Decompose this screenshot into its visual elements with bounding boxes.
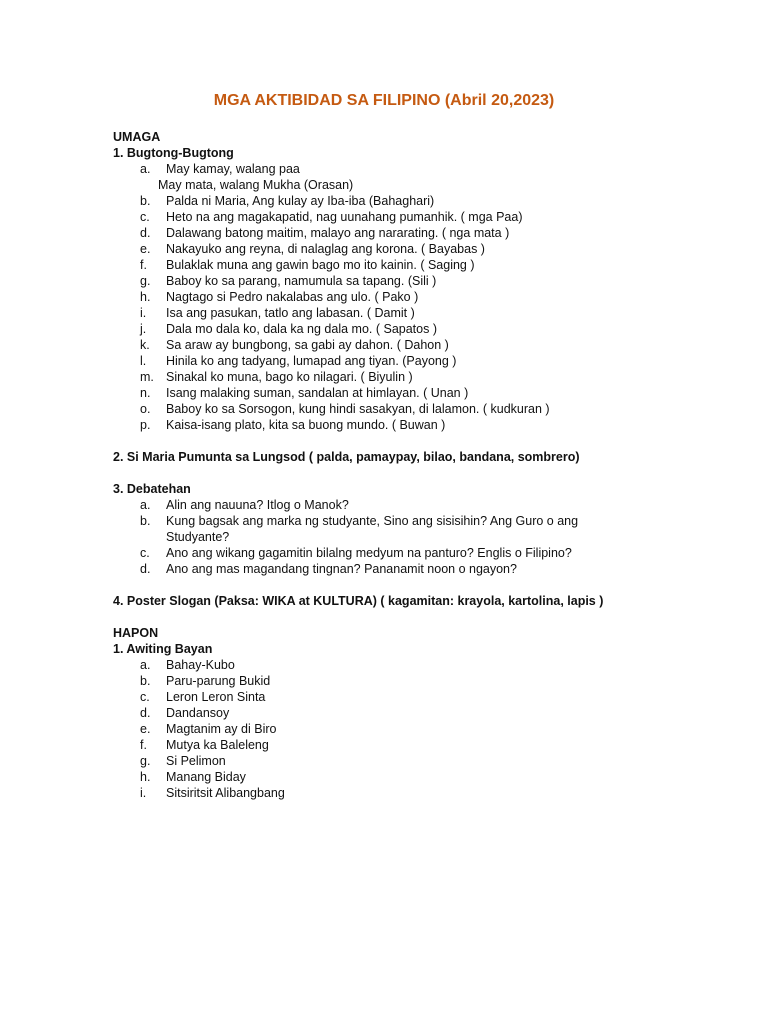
list-item xyxy=(113,241,733,257)
list-item xyxy=(113,289,733,305)
list-marker: h. xyxy=(140,770,151,784)
list-marker: g. xyxy=(140,274,151,288)
list-item xyxy=(113,785,733,801)
section-title-si-maria: 2. Si Maria Pumunta sa Lungsod ( palda, pamaypay, bilao, bandana, sombrero) xyxy=(113,450,580,464)
list-item xyxy=(113,193,733,209)
list-item-continuation: May mata, walang Mukha (Orasan) xyxy=(158,178,354,192)
list-item-text: Kung bagsak ang marka ng studyante, Sino ang sisisihin? Ang Guro o ang xyxy=(166,514,579,528)
list-item xyxy=(113,401,733,417)
list-marker: h. xyxy=(140,290,151,304)
list-item-text: Isang malaking suman, sandalan at himlayan. ( Unan ) xyxy=(166,386,469,400)
awiting-bayan-list xyxy=(113,657,733,801)
list-item-text: Si Pelimon xyxy=(166,754,226,768)
list-marker: a. xyxy=(140,658,151,672)
list-marker: b. xyxy=(140,674,151,688)
list-item xyxy=(113,689,733,705)
list-item xyxy=(113,657,733,673)
document-title: MGA AKTIBIDAD SA FILIPINO (Abril 20,2023) xyxy=(213,92,555,109)
list-item-text: Dandansoy xyxy=(166,706,230,720)
list-item xyxy=(113,673,733,689)
list-item xyxy=(113,273,733,289)
list-marker: d. xyxy=(140,562,151,576)
list-marker: a. xyxy=(140,498,151,512)
list-item-text: Heto na ang magakapatid, nag uunahang pumanhik. ( mga Paa) xyxy=(166,210,523,224)
list-item-text: Nakayuko ang reyna, di nalaglag ang korona. ( Bayabas ) xyxy=(166,242,485,256)
list-item xyxy=(113,705,733,721)
list-item xyxy=(113,417,733,433)
debatehan-list xyxy=(113,497,733,577)
list-item-text: Dala mo dala ko, dala ka ng dala mo. ( Sapatos ) xyxy=(166,322,437,336)
list-item-text: Ano ang mas magandang tingnan? Pananamit noon o ngayon? xyxy=(166,562,517,576)
list-marker: c. xyxy=(140,546,150,560)
list-marker: b. xyxy=(140,194,151,208)
list-marker: a. xyxy=(140,162,151,176)
list-item-text: Hinila ko ang tadyang, lumapad ang tiyan. (Payong ) xyxy=(166,354,457,368)
list-marker: c. xyxy=(140,210,150,224)
hapon-heading: HAPON xyxy=(113,626,159,640)
list-item-text: Isa ang pasukan, tatlo ang labasan. ( Damit ) xyxy=(166,306,415,320)
section-title-bugtong: 1. Bugtong-Bugtong xyxy=(113,146,234,160)
list-item-text: Alin ang nauuna? Itlog o Manok? xyxy=(166,498,349,512)
list-marker: n. xyxy=(140,386,151,400)
list-marker: f. xyxy=(140,738,147,752)
list-item xyxy=(113,337,733,353)
list-item xyxy=(113,369,733,385)
list-item-text: May kamay, walang paa xyxy=(166,162,300,176)
list-marker: e. xyxy=(140,242,151,256)
list-item-text: Bahay-Kubo xyxy=(166,658,235,672)
list-item xyxy=(113,753,733,769)
bugtong-list xyxy=(113,161,733,193)
umaga-heading: UMAGA xyxy=(113,130,161,144)
section-title-debatehan: 3. Debatehan xyxy=(113,482,191,496)
list-item-text: Leron Leron Sinta xyxy=(166,690,266,704)
list-item-text: Sitsiritsit Alibangbang xyxy=(166,786,285,800)
list-item-text: Manang Biday xyxy=(166,770,246,784)
list-marker: d. xyxy=(140,706,151,720)
list-item-text: Bulaklak muna ang gawin bago mo ito kainin. ( Saging ) xyxy=(166,258,475,272)
list-marker: m. xyxy=(140,370,154,384)
list-marker: f. xyxy=(140,258,147,272)
document-body xyxy=(113,129,733,801)
section-title-awiting-bayan: 1. Awiting Bayan xyxy=(113,642,213,656)
list-item xyxy=(113,721,733,737)
list-item xyxy=(113,737,733,753)
list-marker: c. xyxy=(140,690,150,704)
list-item-continuation: Studyante? xyxy=(166,530,230,544)
list-item-text: Baboy ko sa parang, namumula sa tapang. (Sili ) xyxy=(166,274,437,288)
list-item-text: Sinakal ko muna, bago ko nilagari. ( Biyulin ) xyxy=(166,370,413,384)
list-item xyxy=(113,321,733,337)
list-item-text: Paru-parung Bukid xyxy=(166,674,271,688)
section-title-poster-slogan: 4. Poster Slogan (Paksa: WIKA at KULTURA) ( kagamitan: krayola, kartolina, lapis ) xyxy=(113,594,604,608)
list-item xyxy=(113,561,733,577)
list-item-text: Nagtago si Pedro nakalabas ang ulo. ( Pako ) xyxy=(166,290,419,304)
list-item-text: Mutya ka Baleleng xyxy=(166,738,269,752)
list-item-text: Baboy ko sa Sorsogon, kung hindi sasakyan, di lalamon. ( kudkuran ) xyxy=(166,402,550,416)
list-item xyxy=(113,513,733,529)
list-item-text: Sa araw ay bungbong, sa gabi ay dahon. ( Dahon ) xyxy=(166,338,449,352)
list-marker: d. xyxy=(140,226,151,240)
list-item xyxy=(113,305,733,321)
list-item xyxy=(113,353,733,369)
list-marker: l. xyxy=(140,354,147,368)
list-item xyxy=(113,225,733,241)
list-item-text: Ano ang wikang gagamitin bilalng medyum na panturo? Englis o Filipino? xyxy=(166,546,572,560)
list-marker: e. xyxy=(140,722,151,736)
list-marker: i. xyxy=(140,786,147,800)
list-item xyxy=(113,545,733,561)
list-item xyxy=(113,769,733,785)
list-item-text: Kaisa-isang plato, kita sa buong mundo. ( Buwan ) xyxy=(166,418,446,432)
list-item-text: Dalawang batong maitim, malayo ang nararating. ( nga mata ) xyxy=(166,226,510,240)
list-marker: k. xyxy=(140,338,150,352)
list-item-text: Palda ni Maria, Ang kulay ay Iba-iba (Bahaghari) xyxy=(166,194,435,208)
list-marker: o. xyxy=(140,402,151,416)
list-item xyxy=(113,161,733,177)
list-marker: i. xyxy=(140,306,147,320)
list-item-text: Magtanim ay di Biro xyxy=(166,722,277,736)
list-marker: b. xyxy=(140,514,151,528)
list-item xyxy=(113,257,733,273)
list-item xyxy=(113,497,733,513)
list-marker: p. xyxy=(140,418,151,432)
list-marker: j. xyxy=(140,322,147,336)
list-item xyxy=(113,209,733,225)
list-marker: g. xyxy=(140,754,151,768)
bugtong-items xyxy=(113,193,733,433)
list-item xyxy=(113,385,733,401)
